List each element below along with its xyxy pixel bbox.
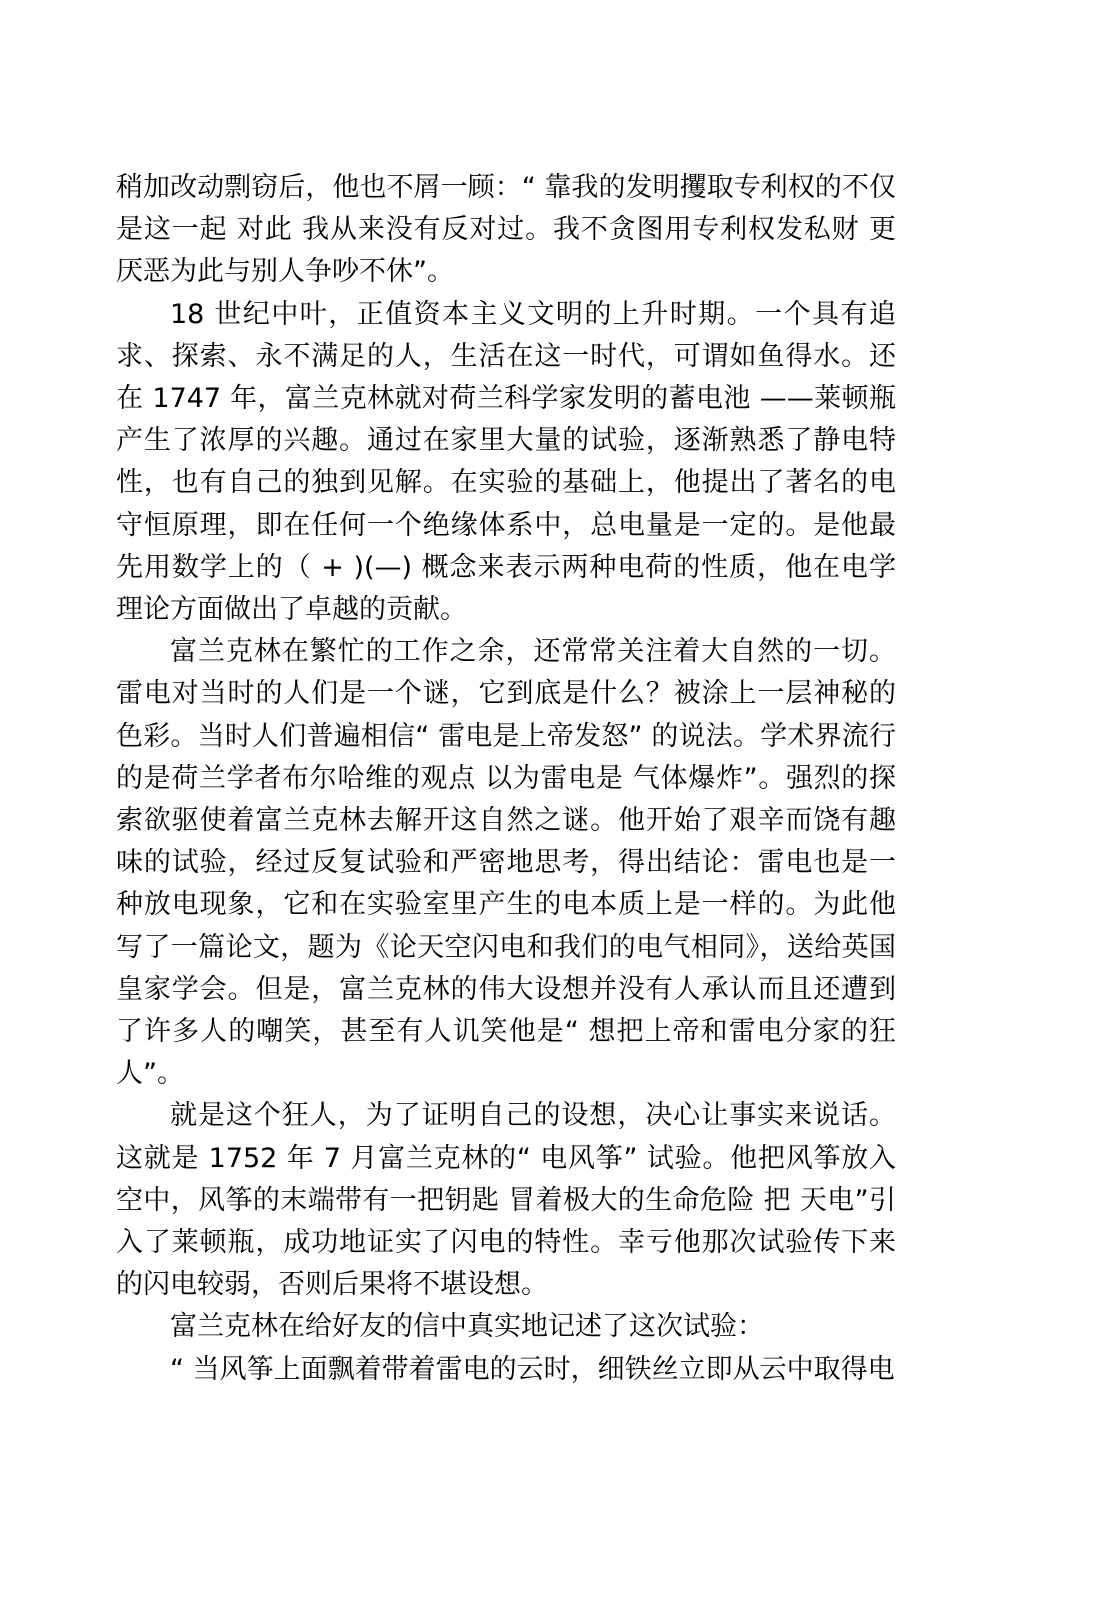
paragraph-18th-century: 18 世纪中叶，正值资本主义文明的上升时期。一个具有追求、探索、永不满足的人，生活在这一时代，可谓如鱼得水。还在 1747 年，富兰克林就对荷兰科学家发明的蓄电池 ——莱顿瓶产生了浓厚的兴趣。通过在家里大量的试验，逐渐熟悉了静电特性，也有自己的独到见解。在实验的基础上，他提出了著名的电守恒原理，即在任何一个绝缘体系中，总电量是一定的。是他最先用数学上的（ + )(—) 概念来表示两种电荷的性质，他在电学理论方面做出了卓越的贡献。 xyxy=(116,298,896,626)
paragraph-letter-quote: “ 当风筝上面飘着带着雷电的云时，细铁丝立即从云中取得电 xyxy=(170,1353,895,1385)
paragraph-lightning-mystery: 富兰克林在繁忙的工作之余，还常常关注着大自然的一切。雷电对当时的人们是一个谜，它到底是什么？被涂上一层神秘的色彩。当时人们普遍相信“ 雷电是上帝发怒” 的说法。学术界流行的是荷兰学者布尔哈维的观点 以为雷电是 气体爆炸”。强烈的探索欲驱使着富兰克林去解开这自然之谜。他开始了艰辛而饶有趣味的试验，经过反复试验和严密地思考，得出结论：雷电也是一种放电现象，它和在实验室里产生的电本质上是一样的。为此他写了一篇论文，题为《论天空闪电和我们的电气相同》，送给英国皇家学会。但是，富兰克林的伟大设想并没有人承认而且还遭到了许多人的嘲笑，甚至有人讥笑他是“ 想把上帝和雷电分家的狂人”。 xyxy=(116,636,896,1090)
paragraph-continuation: 稍加改动剽窃后，他也不屑一顾：“ 靠我的发明攫取专利权的不仅是这一起 对此 我从来没有反对过。我不贪图用专利权发私财 更厌恶为此与别人争吵不休”。 xyxy=(116,172,896,288)
paragraph-kite-experiment: 就是这个狂人，为了证明自己的设想，决心让事实来说话。这就是 1752 年 7 月富兰克林的“ 电风筝” 试验。他把风筝放入空中，风筝的末端带有一把钥匙 冒着极大的生命危险 把 天电”引入了莱顿瓶，成功地证实了闪电的特性。幸亏他那次试验传下来的闪电较弱，否则后果将不堪设想。 xyxy=(116,1100,896,1301)
body-text xyxy=(116,167,896,1391)
paragraph-letter-intro: 富兰克林在给好友的信中真实地记述了这次试验： xyxy=(170,1311,764,1343)
